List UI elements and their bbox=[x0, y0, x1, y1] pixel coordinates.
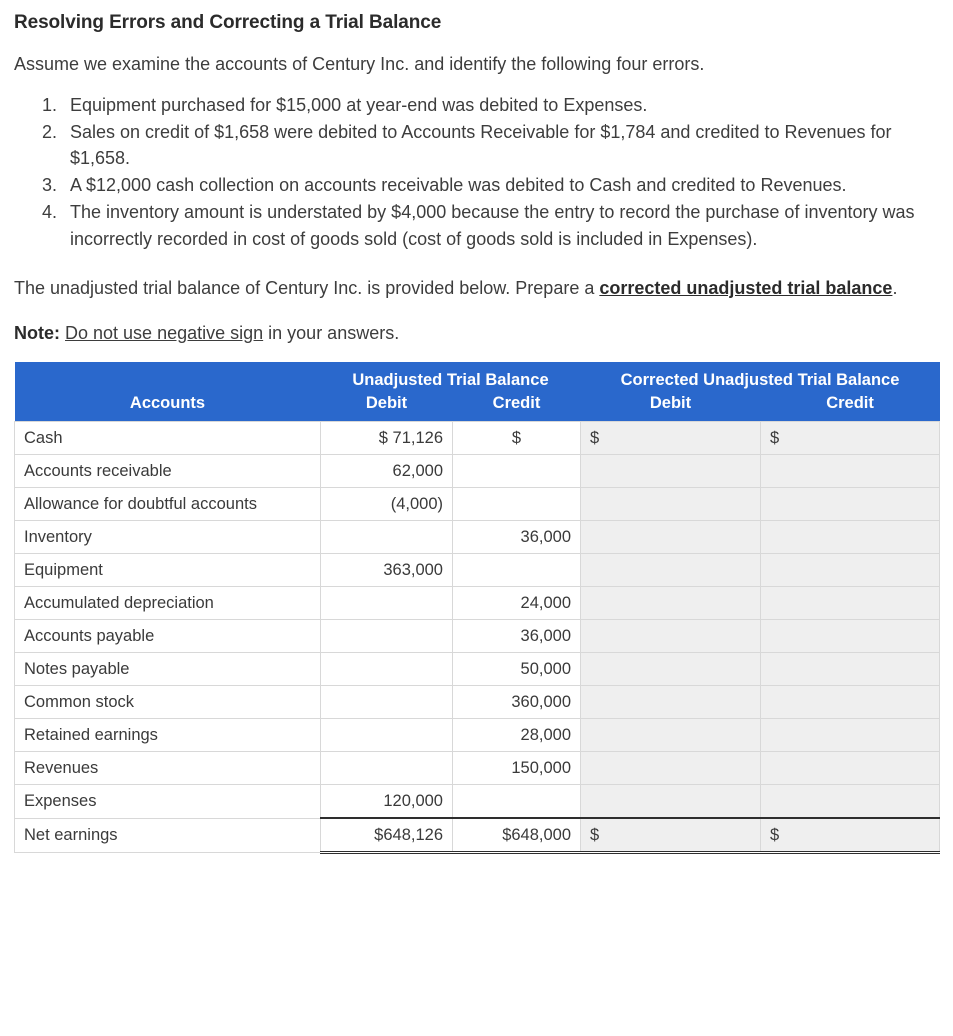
list-item: 4. The inventory amount is understated by $4,000 because the entry to record the purchase of inventory was incorrectly recorded in cost of goods sold (cost of goods sold is included in Expenses). bbox=[62, 199, 950, 251]
table-row bbox=[15, 620, 940, 653]
cell-account: Accumulated depreciation bbox=[15, 587, 321, 620]
cell-corrected-credit[interactable]: $ bbox=[761, 422, 940, 455]
cell-unadjusted-debit: $648,126 bbox=[321, 818, 453, 853]
table-row bbox=[15, 818, 940, 853]
cell-corrected-credit[interactable] bbox=[761, 488, 940, 521]
note-underlined-text: Do not use negative sign bbox=[65, 323, 264, 344]
cell-account: Revenues bbox=[15, 752, 321, 785]
cell-corrected-debit[interactable] bbox=[581, 785, 761, 819]
cell-account: Accounts payable bbox=[15, 620, 321, 653]
table-group-header-row bbox=[15, 362, 940, 392]
cell-account: Cash bbox=[15, 422, 321, 455]
group-header-corrected: Corrected Unadjusted Trial Balance bbox=[581, 362, 940, 392]
cell-corrected-credit[interactable] bbox=[761, 455, 940, 488]
cell-unadjusted-debit: 62,000 bbox=[321, 455, 453, 488]
cell-unadjusted-credit: $648,000 bbox=[453, 818, 581, 853]
column-header-corrected-debit: Debit bbox=[581, 392, 761, 422]
trial-balance-table bbox=[14, 362, 940, 854]
cell-account: Net earnings bbox=[15, 818, 321, 853]
table-row bbox=[15, 488, 940, 521]
table-row bbox=[15, 752, 940, 785]
cell-unadjusted-debit bbox=[321, 719, 453, 752]
column-header-unadjusted-debit: Debit bbox=[321, 392, 453, 422]
table-row bbox=[15, 587, 940, 620]
cell-account: Notes payable bbox=[15, 653, 321, 686]
cell-unadjusted-debit: (4,000) bbox=[321, 488, 453, 521]
note-label: Note: bbox=[14, 323, 60, 344]
cell-corrected-credit[interactable]: $ bbox=[761, 818, 940, 853]
cell-unadjusted-debit: $ 71,126 bbox=[321, 422, 453, 455]
cell-unadjusted-credit bbox=[453, 785, 581, 819]
table-row bbox=[15, 653, 940, 686]
header-spacer bbox=[15, 362, 321, 392]
cell-corrected-debit[interactable] bbox=[581, 554, 761, 587]
cell-corrected-debit[interactable] bbox=[581, 521, 761, 554]
cell-corrected-credit[interactable] bbox=[761, 587, 940, 620]
cell-corrected-credit[interactable] bbox=[761, 653, 940, 686]
cell-unadjusted-credit: 50,000 bbox=[453, 653, 581, 686]
table-row bbox=[15, 686, 940, 719]
table-row bbox=[15, 422, 940, 455]
cell-unadjusted-debit: 120,000 bbox=[321, 785, 453, 819]
cell-account: Equipment bbox=[15, 554, 321, 587]
cell-unadjusted-credit: $ bbox=[453, 422, 581, 455]
cell-corrected-credit[interactable] bbox=[761, 752, 940, 785]
cell-unadjusted-credit: 28,000 bbox=[453, 719, 581, 752]
note-line bbox=[14, 323, 953, 344]
table-row bbox=[15, 554, 940, 587]
cell-corrected-debit[interactable] bbox=[581, 686, 761, 719]
instruction-text-before: The unadjusted trial balance of Century Inc. is provided below. Prepare a bbox=[14, 277, 600, 298]
intro-paragraph: Assume we examine the accounts of Century Inc. and identify the following four errors. bbox=[14, 54, 705, 74]
cell-account: Common stock bbox=[15, 686, 321, 719]
instruction-paragraph bbox=[14, 276, 914, 302]
cell-corrected-credit[interactable] bbox=[761, 719, 940, 752]
cell-unadjusted-debit bbox=[321, 653, 453, 686]
cell-unadjusted-credit bbox=[453, 455, 581, 488]
page-title: Resolving Errors and Correcting a Trial Balance bbox=[14, 12, 442, 33]
cell-unadjusted-debit bbox=[321, 686, 453, 719]
instruction-text-after: . bbox=[892, 277, 898, 298]
cell-account: Expenses bbox=[15, 785, 321, 819]
cell-corrected-debit[interactable] bbox=[581, 620, 761, 653]
table-row bbox=[15, 521, 940, 554]
cell-unadjusted-debit bbox=[321, 587, 453, 620]
errors-list bbox=[0, 92, 953, 252]
cell-corrected-credit[interactable] bbox=[761, 620, 940, 653]
cell-account: Accounts receivable bbox=[15, 455, 321, 488]
list-item: 1. Equipment purchased for $15,000 at year-end was debited to Expenses. bbox=[62, 92, 950, 118]
cell-unadjusted-credit bbox=[453, 554, 581, 587]
column-header-unadjusted-credit: Credit bbox=[453, 392, 581, 422]
cell-unadjusted-debit bbox=[321, 620, 453, 653]
cell-corrected-debit[interactable] bbox=[581, 752, 761, 785]
instruction-emphasis: corrected unadjusted trial balance bbox=[599, 277, 893, 298]
cell-unadjusted-credit: 36,000 bbox=[453, 620, 581, 653]
group-header-unadjusted: Unadjusted Trial Balance bbox=[321, 362, 581, 392]
cell-corrected-credit[interactable] bbox=[761, 785, 940, 819]
cell-unadjusted-debit bbox=[321, 752, 453, 785]
cell-account: Retained earnings bbox=[15, 719, 321, 752]
table-body bbox=[15, 422, 940, 853]
cell-corrected-debit[interactable] bbox=[581, 455, 761, 488]
cell-unadjusted-credit bbox=[453, 488, 581, 521]
cell-corrected-debit[interactable]: $ bbox=[581, 818, 761, 853]
note-rest-text: in your answers. bbox=[263, 323, 400, 344]
column-header-accounts: Accounts bbox=[15, 392, 321, 422]
cell-corrected-debit[interactable]: $ bbox=[581, 422, 761, 455]
table-row bbox=[15, 785, 940, 819]
cell-unadjusted-credit: 24,000 bbox=[453, 587, 581, 620]
cell-corrected-credit[interactable] bbox=[761, 686, 940, 719]
worksheet-page bbox=[0, 12, 953, 854]
list-item: 2. Sales on credit of $1,658 were debited to Accounts Receivable for $1,784 and credited to Revenues for $1,658. bbox=[62, 119, 950, 171]
cell-account: Inventory bbox=[15, 521, 321, 554]
cell-unadjusted-credit: 36,000 bbox=[453, 521, 581, 554]
cell-corrected-debit[interactable] bbox=[581, 719, 761, 752]
cell-corrected-debit[interactable] bbox=[581, 587, 761, 620]
cell-unadjusted-debit: 363,000 bbox=[321, 554, 453, 587]
cell-corrected-credit[interactable] bbox=[761, 521, 940, 554]
column-header-corrected-credit: Credit bbox=[761, 392, 940, 422]
table-row bbox=[15, 455, 940, 488]
table-head bbox=[15, 362, 940, 422]
cell-unadjusted-credit: 360,000 bbox=[453, 686, 581, 719]
cell-unadjusted-credit: 150,000 bbox=[453, 752, 581, 785]
table-column-header-row bbox=[15, 392, 940, 422]
cell-unadjusted-debit bbox=[321, 521, 453, 554]
cell-corrected-credit[interactable] bbox=[761, 554, 940, 587]
cell-corrected-debit[interactable] bbox=[581, 488, 761, 521]
cell-account: Allowance for doubtful accounts bbox=[15, 488, 321, 521]
table-row bbox=[15, 719, 940, 752]
cell-corrected-debit[interactable] bbox=[581, 653, 761, 686]
list-item: 3. A $12,000 cash collection on accounts receivable was debited to Cash and credited to Revenues. bbox=[62, 172, 950, 198]
